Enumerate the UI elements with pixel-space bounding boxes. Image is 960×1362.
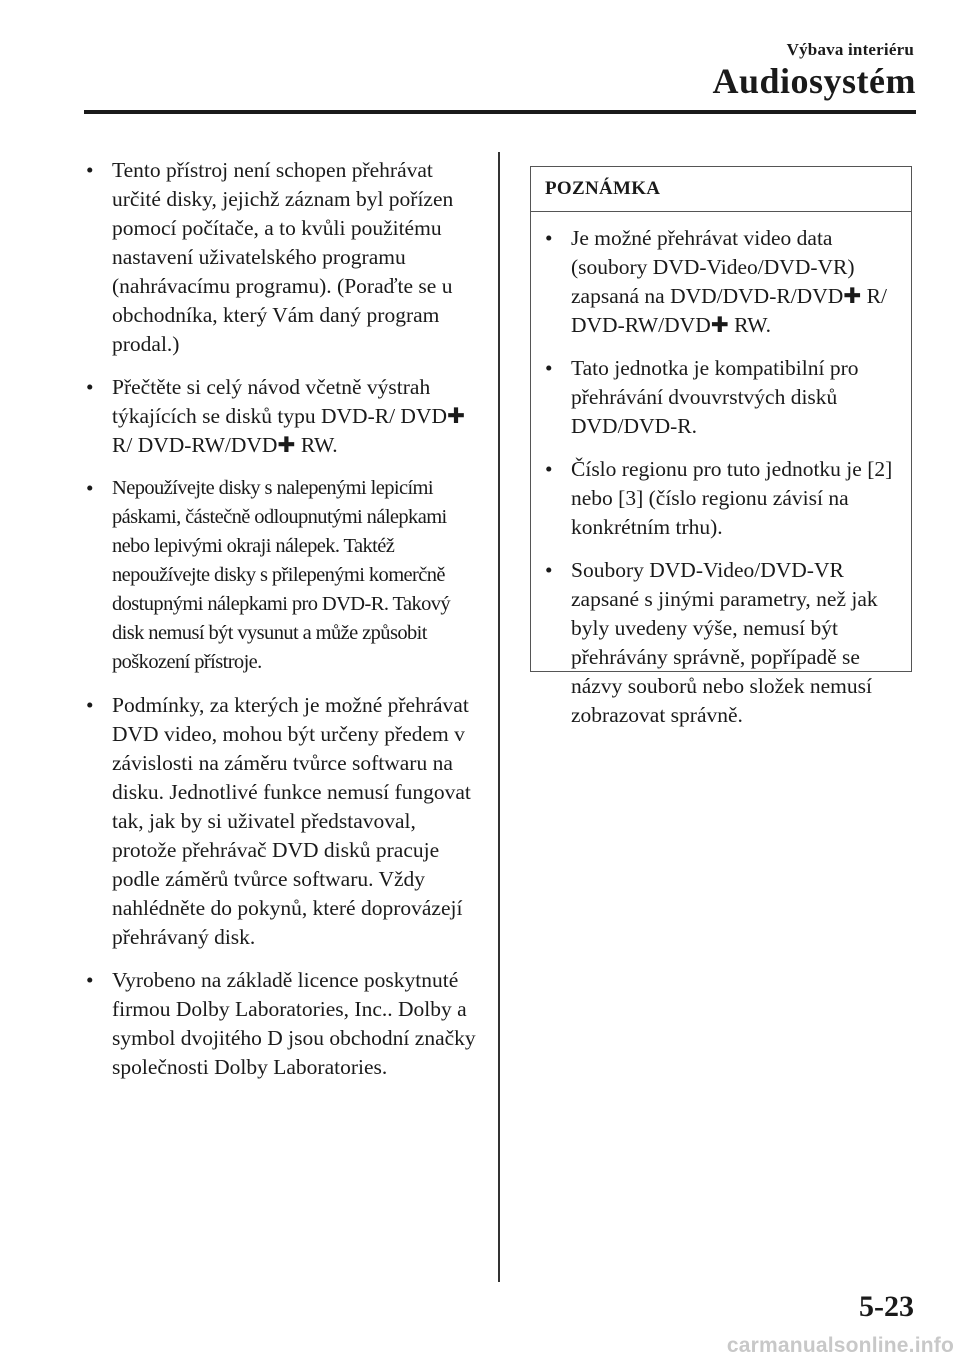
note-box: [530, 166, 912, 727]
header-divider: [84, 110, 916, 114]
note-bullet-item: [545, 224, 897, 340]
page-title: Audiosystém: [712, 61, 916, 101]
page-number: 5-23: [859, 1290, 914, 1323]
bullet-text: Podmínky, za kterých je možné přehrávat DVD video, mohou být určeny předem v závislosti na záměru tvůrce softwaru na disku. Jednotlivé funkce nemusí fungovat tak, jak by si uživatel představoval, protože přehrávač DVD disků pracuje podle záměrů tvůrce softwaru. Vždy nahlédněte do pokynů, které doprovázejí přehrávaný disk.: [112, 693, 471, 949]
note-bullet-item: [545, 556, 897, 730]
bullet-text: Vyrobeno na základě licence poskytnuté firmou Dolby Laboratories, Inc.. Dolby a symbol dvojitého D jsou obchodní značky společnosti Dolby Laboratories.: [112, 968, 476, 1079]
bullet-dot: •: [545, 226, 553, 250]
section-label: Výbava interiéru: [786, 40, 914, 59]
bullet-dot: •: [86, 476, 93, 500]
bullet-item: [86, 966, 478, 1082]
bullet-dot: •: [86, 693, 94, 717]
bullet-item: [86, 156, 478, 359]
bullet-item: [86, 691, 478, 952]
bullet-dot: •: [86, 158, 94, 182]
bullet-dot: •: [545, 356, 553, 380]
note-bullet-text: Soubory DVD-Video/DVD-VR zapsané s jinými parametry, než jak byly uvedeny výše, nemusí být přehrávány správně, popřípadě se názvy souborů nebo složek nemusí zobrazovat správně.: [571, 558, 878, 727]
note-bullet-item: [545, 455, 897, 542]
note-body: [531, 212, 911, 730]
bullet-dot: •: [545, 457, 553, 481]
bullet-dot: •: [86, 375, 94, 399]
note-title: POZNÁMKA: [531, 167, 911, 212]
note-bullet-item: [545, 354, 897, 441]
bullet-item: [86, 373, 478, 460]
bullet-dot: •: [86, 968, 94, 992]
bullet-text: Přečtěte si celý návod včetně výstrah týkajících se disků typu DVD-R/ DVD✚ R/ DVD-RW/DVD✚ RW.: [112, 375, 466, 457]
bullet-text: Tento přístroj není schopen přehrávat určité disky, jejichž záznam byl pořízen pomocí počítače, a to kvůli použitému nastavení uživatelského programu (nahrávacímu programu). (Poraďte se u obchodníka, který Vám daný program prodal.): [112, 158, 454, 356]
bullet-dot: •: [545, 558, 553, 582]
bullet-text: Nepoužívejte disky s nalepenými lepicími páskami, částečně odloupnutými nálepkami nebo lepivými okraji nálepek. Taktéž nepoužívejte disky s přilepenými komerčně dostupnými nálepkami pro DVD-R. Takový disk nemusí být vysunut a může způsobit poškození přístroje.: [112, 477, 451, 673]
note-bullet-text: Číslo regionu pro tuto jednotku je [2] nebo [3] (číslo regionu závisí na konkrétním trhu).: [571, 457, 893, 539]
note-bullet-text: Je možné přehrávat video data (soubory DVD-Video/DVD-VR) zapsaná na DVD/DVD-R/DVD✚ R/ DVD-RW/DVD✚ RW.: [571, 226, 887, 337]
bullet-item: [86, 474, 478, 677]
left-column: [86, 156, 478, 1096]
note-bullet-text: Tato jednotka je kompatibilní pro přehrávání dvouvrstvých disků DVD/DVD-R.: [571, 356, 859, 438]
column-divider: [498, 152, 500, 1282]
watermark-link[interactable]: carmanualsonline.info: [726, 1334, 954, 1357]
